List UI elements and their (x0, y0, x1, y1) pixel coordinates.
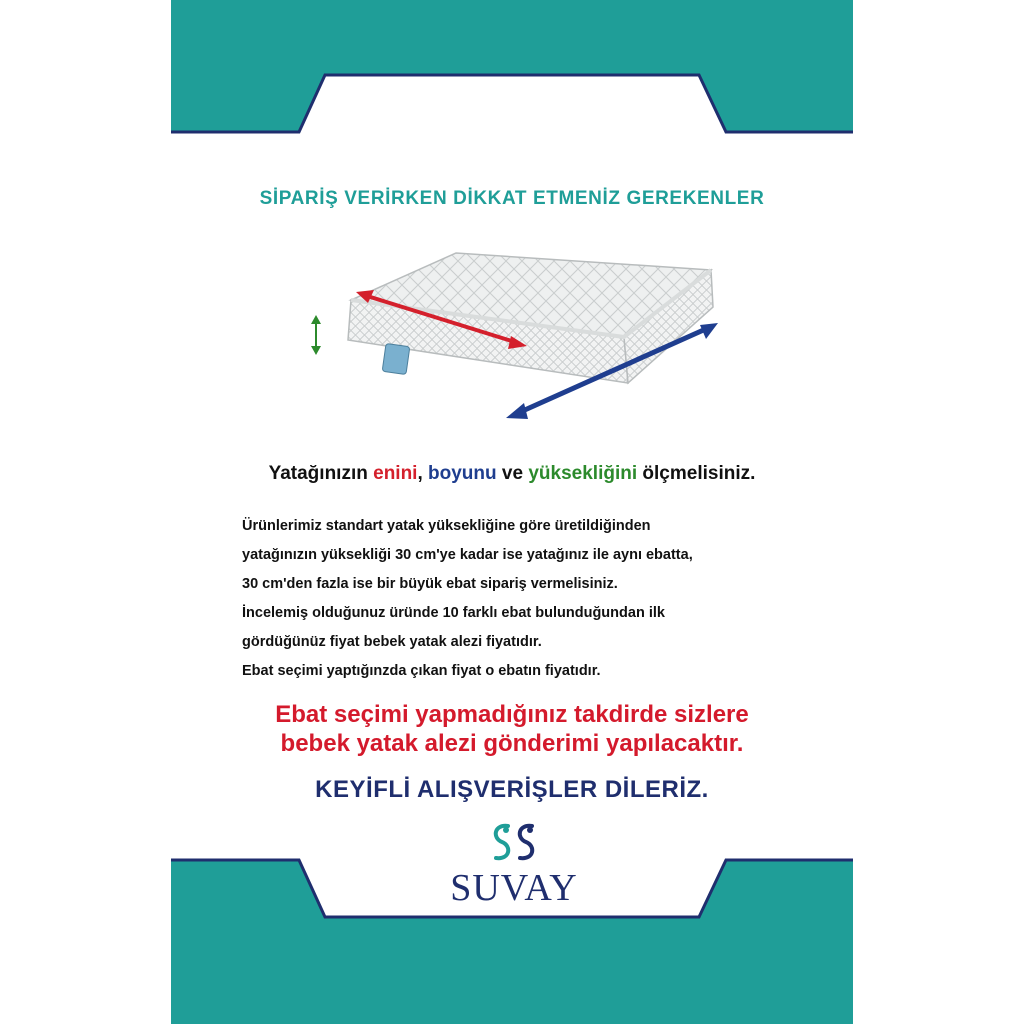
measure-prefix: Yatağınızın (268, 463, 374, 484)
info-block-height (242, 512, 802, 599)
height-word: yüksekliğini (528, 463, 638, 484)
measure-suffix: ölçmelisiniz. (637, 463, 756, 484)
info-line: Ürünlerimiz standart yatak yüksekliğine göre üretildiğinden (242, 518, 651, 534)
measure-sep-2: ve (496, 463, 529, 484)
width-word: enini (373, 463, 418, 484)
info-line: yatağınızın yüksekliği 30 cm'ye kadar ise yatağınız ile aynı ebatta, (242, 547, 693, 563)
warning-line: Ebat seçimi yapmadığınız takdirde sizlere (275, 701, 749, 728)
measure-sep-1: , (417, 463, 429, 484)
mattress-image (306, 245, 726, 435)
length-word: boyunu (428, 463, 497, 484)
top-banner (171, 0, 853, 140)
mattress-illustration (306, 245, 726, 435)
info-line: gördüğünüz fiyat bebek yatak alezi fiyatıdır. (242, 634, 542, 650)
info-line: Ebat seçimi yaptığınzda çıkan fiyat o ebatın fiyatıdır. (242, 663, 601, 679)
warning-line: bebek yatak alezi gönderimi yapılacaktır. (280, 730, 744, 757)
warning-text (171, 700, 853, 758)
height-arrow (311, 315, 321, 355)
suvay-logo (434, 818, 594, 918)
info-block-price (242, 599, 802, 686)
info-line: İncelemiş olduğunuz üründe 10 farklı ebat bulunduğundan ilk (242, 605, 665, 621)
info-line: 30 cm'den fazla ise bir büyük ebat sipariş vermelisiniz. (242, 576, 618, 592)
closing-message: KEYİFLİ ALIŞVERİŞLER DİLERİZ. (315, 776, 709, 803)
measure-instruction (171, 463, 853, 485)
page-title: SİPARİŞ VERİRKEN DİKKAT ETMENİZ GEREKENLER (259, 188, 765, 209)
brand-name: SUVAY (450, 867, 578, 909)
poster (171, 0, 853, 1024)
